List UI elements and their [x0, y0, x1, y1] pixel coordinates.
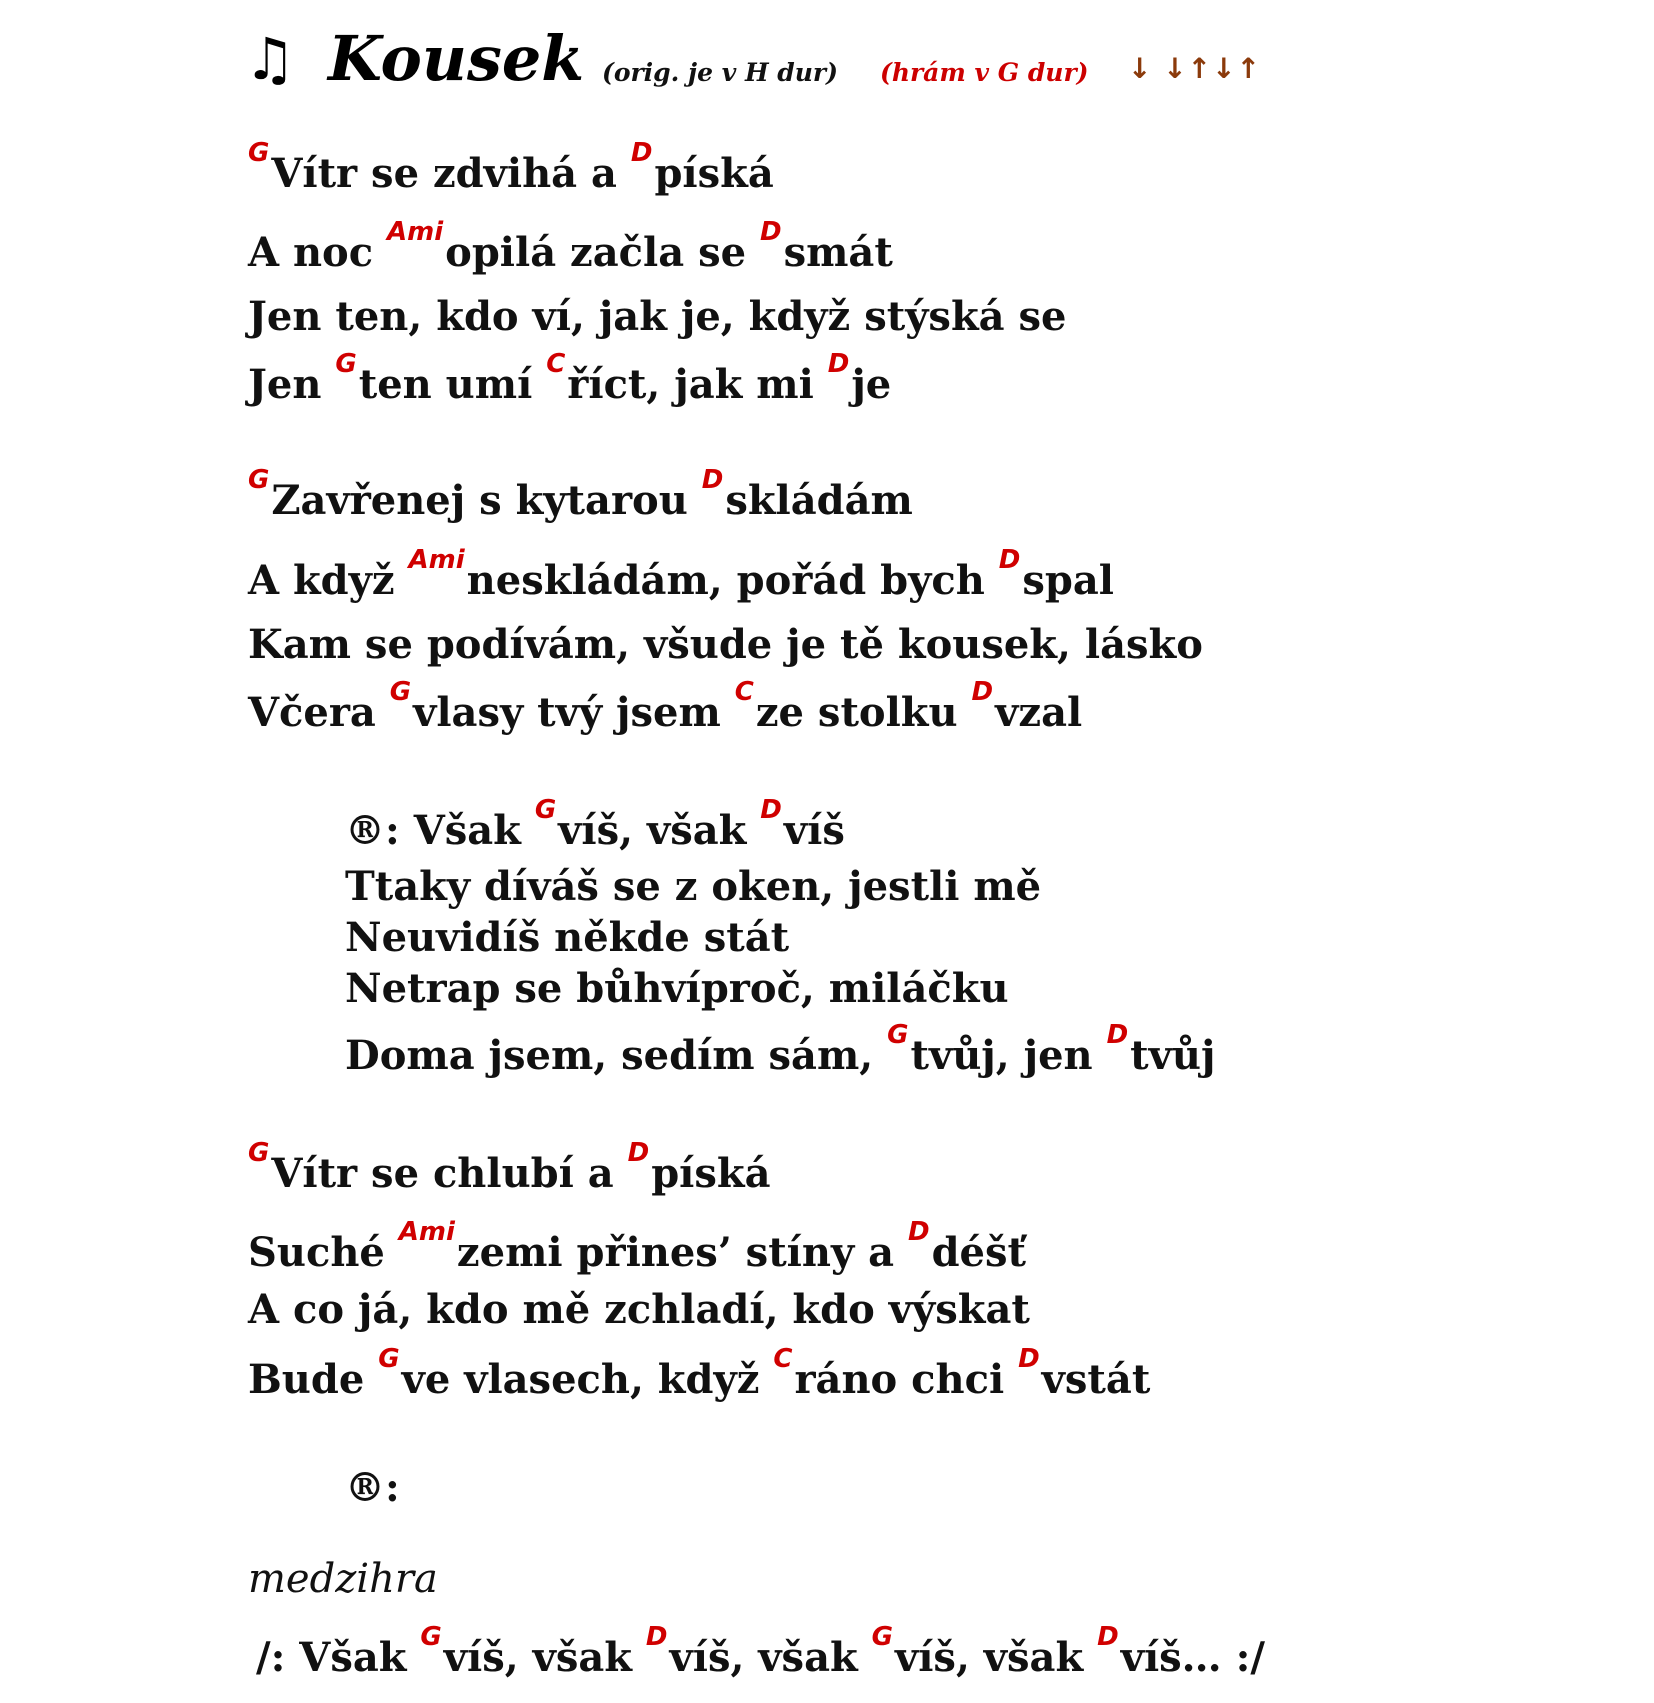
lyric-line [248, 217, 893, 276]
chord-label: D [760, 795, 782, 825]
lyric-text: vstát [1041, 1356, 1151, 1403]
music-note-icon: ♫ [244, 25, 296, 93]
lyric-line [248, 293, 1067, 340]
lyric-line [248, 621, 1203, 668]
lyric-text: A co já, kdo mě zchladí, kdo výskat [248, 1286, 1030, 1333]
lyric-text: spal [1022, 557, 1114, 604]
lyric-line [248, 1344, 1151, 1403]
lyric-text: Netrap se bůhvíproč, miláčku [345, 965, 1009, 1012]
chord-label: G [248, 138, 270, 168]
lyric-text: Zavřenej s kytarou [271, 477, 702, 524]
lyric-text: Vítr se chlubí a [271, 1150, 628, 1197]
lyric-text: Bude [248, 1356, 379, 1403]
lyric-text: A když [248, 557, 409, 604]
lyric-text: skládám [725, 477, 913, 524]
chord-label: D [1106, 1020, 1129, 1050]
chord-label: D [827, 349, 850, 379]
chord-label: G [871, 1622, 893, 1652]
lyric-text: ®: Však [345, 807, 535, 854]
refrain-mark: ®: [345, 1464, 400, 1511]
chord-label: D [645, 1622, 668, 1652]
lyric-line [248, 677, 1083, 736]
chord-label: D [627, 1138, 650, 1168]
lyric-line [345, 795, 845, 854]
chord-label: Ami [408, 545, 465, 575]
lyric-text: opilá začla se [445, 229, 760, 276]
lyric-text: Ttaky díváš se z oken, jestli mě [345, 863, 1042, 910]
lyric-line [248, 349, 892, 408]
chord-label: C [773, 1344, 793, 1374]
lyric-text: víš [783, 807, 845, 854]
lyric-line [248, 138, 774, 197]
lyric-text: Neuvidíš někde stát [345, 914, 790, 961]
chord-label: C [734, 677, 754, 707]
lyric-line [248, 1138, 771, 1197]
chord-label: Ami [387, 217, 444, 247]
chord-label: D [907, 1217, 930, 1247]
lyric-text: tvůj, jen [910, 1032, 1107, 1079]
lyric-text: ráno chci [794, 1356, 1019, 1403]
lyric-text: Vítr se zdvihá a [271, 150, 631, 197]
chord-label: D [701, 465, 724, 495]
lyric-text: neskládám, pořád bych [466, 557, 999, 604]
lyric-text: ze stolku [755, 689, 972, 736]
chord-label: D [998, 545, 1021, 575]
lyric-text: vzal [995, 689, 1083, 736]
chord-label: G [248, 465, 270, 495]
lyric-text: víš, však [669, 1634, 872, 1681]
played-key: (hrám v G dur) [880, 58, 1089, 87]
lyric-text: Suché [248, 1229, 399, 1276]
chord-label: D [630, 138, 653, 168]
lyric-text: smát [783, 229, 893, 276]
chord-label: G [887, 1020, 909, 1050]
lyric-text: píská [654, 150, 774, 197]
lyric-line [248, 545, 1114, 604]
strum-pattern: ↓ ↓↑↓↑ [1128, 52, 1262, 85]
lyric-text: píská [651, 1150, 771, 1197]
lyric-text: /: Však [256, 1634, 421, 1681]
lyric-text: ve vlasech, když [401, 1356, 774, 1403]
lyric-text: víš, však [443, 1634, 646, 1681]
lyric-line [345, 914, 790, 961]
lyric-text: tvůj [1130, 1032, 1216, 1079]
chord-label: Ami [398, 1217, 455, 1247]
chord-label: C [546, 349, 566, 379]
chord-label: D [971, 677, 994, 707]
chord-label: G [248, 1138, 270, 1168]
lyric-line [248, 1286, 1030, 1333]
lyric-line [345, 1020, 1216, 1079]
lyric-text: víš, však [558, 807, 761, 854]
chord-label: G [420, 1622, 442, 1652]
lyric-text: Jen [248, 361, 336, 408]
chord-label: G [389, 677, 412, 707]
lyric-text: vlasy tvý jsem [413, 689, 735, 736]
lyric-text: je [851, 361, 892, 408]
lyric-text: Doma jsem, sedím sám, [345, 1032, 888, 1079]
lyric-text: Kam se podívám, všude je tě kousek, lásko [248, 621, 1203, 668]
lyric-text: víš… :/ [1120, 1634, 1265, 1681]
lyric-text: A noc [248, 229, 388, 276]
chord-label: G [534, 795, 557, 825]
lyric-text: říct, jak mi [567, 361, 828, 408]
chord-label: D [1097, 1622, 1119, 1652]
original-key: (orig. je v H dur) [602, 58, 838, 87]
song-title: Kousek [328, 22, 585, 95]
lyric-line [248, 1217, 1026, 1276]
interlude-label: medzihra [248, 1556, 438, 1602]
chord-label: D [1018, 1344, 1040, 1374]
lyric-line [345, 965, 1009, 1012]
chord-label: G [378, 1344, 400, 1374]
lyric-text: ten umí [358, 361, 547, 408]
lyric-text: víš, však [894, 1634, 1098, 1681]
lyric-line [256, 1622, 1265, 1681]
lyric-text: Jen ten, kdo ví, jak je, když stýská se [248, 293, 1067, 340]
lyric-text: Včera [248, 689, 390, 736]
lyric-line [345, 863, 1042, 910]
chord-label: G [335, 349, 357, 379]
lyric-text: zemi přines’ stíny a [456, 1229, 908, 1276]
lyric-line [248, 465, 913, 524]
lyric-text: déšť [931, 1229, 1026, 1276]
chord-label: D [759, 217, 782, 247]
